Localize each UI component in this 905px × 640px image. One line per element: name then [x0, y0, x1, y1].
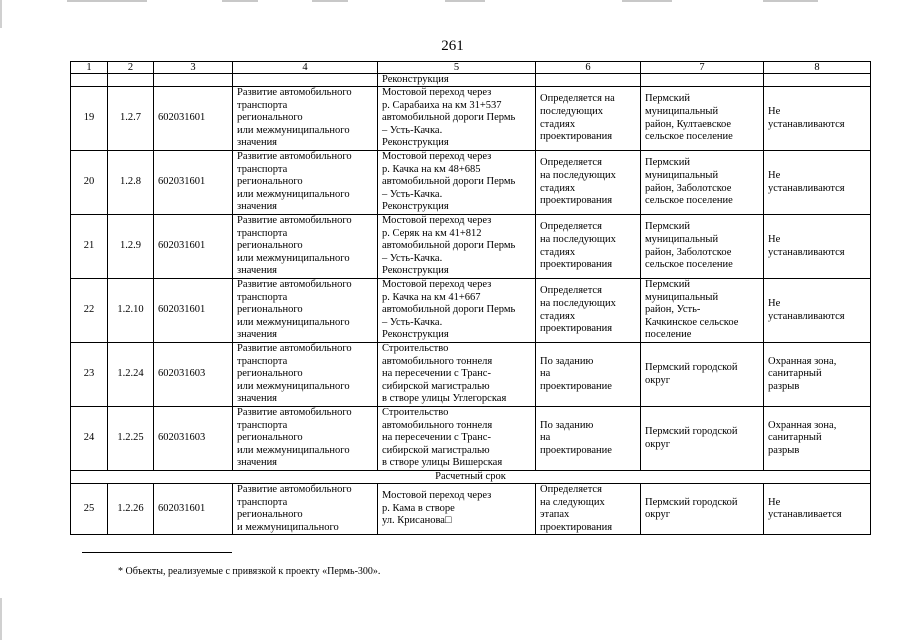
row-number: 25 — [71, 484, 108, 535]
row-purpose: Развитие автомобильного транспорта регионального или межмуниципального значения — [233, 407, 378, 471]
row-stage: Определяется на последующих стадиях проектирования — [536, 151, 641, 215]
col-header: 3 — [154, 62, 233, 74]
footnote-rule — [82, 552, 232, 553]
row-id: 602031601 — [154, 484, 233, 535]
col-header: 2 — [108, 62, 154, 74]
row-code: 1.2.10 — [108, 279, 154, 343]
col-header: 5 — [378, 62, 536, 74]
row-zone: Не устанавливается — [764, 484, 871, 535]
row-number: 23 — [71, 343, 108, 407]
row-purpose: Развитие автомобильного транспорта регионального или межмуниципального значения — [233, 279, 378, 343]
row-location: Пермский муниципальный район, Заболотское сельское поселение — [641, 151, 764, 215]
top-edge-mark — [67, 0, 147, 2]
row-stage: По заданию на проектирование — [536, 407, 641, 471]
table-row — [71, 215, 871, 279]
top-edge-mark — [622, 0, 672, 2]
row-object: Строительство автомобильного тоннеля на пересечении с Транс- сибирской магистралью в створе улицы Углегорская — [378, 343, 536, 407]
row-location: Пермский городской округ — [641, 484, 764, 535]
table-row — [71, 343, 871, 407]
page-number: 261 — [441, 38, 464, 54]
row-stage: Определяется на последующих стадиях проектирования — [536, 215, 641, 279]
row-purpose: Развитие автомобильного транспорта регионального или межмуниципального значения — [233, 215, 378, 279]
row-code: 1.2.25 — [108, 407, 154, 471]
row-zone: Не устанавливаются — [764, 279, 871, 343]
row-location: Пермский городской округ — [641, 343, 764, 407]
row-id: 602031601 — [154, 87, 233, 151]
section-continued: Реконструкция — [378, 74, 536, 87]
col-header: 4 — [233, 62, 378, 74]
row-location: Пермский муниципальный район, Усть- Качкинское сельское поселение — [641, 279, 764, 343]
top-edge-mark — [763, 0, 818, 2]
row-id: 602031603 — [154, 407, 233, 471]
col-header: 1 — [71, 62, 108, 74]
row-id: 602031601 — [154, 215, 233, 279]
header-row — [71, 62, 871, 74]
row-stage: Определяется на следующих этапах проектирования — [536, 484, 641, 535]
row-id: 602031603 — [154, 343, 233, 407]
table-row — [71, 151, 871, 215]
row-zone: Охранная зона, санитарный разрыв — [764, 407, 871, 471]
row-location: Пермский муниципальный район, Заболотское сельское поселение — [641, 215, 764, 279]
col-header: 6 — [536, 62, 641, 74]
row-stage: Определяется на последующих стадиях проектирования — [536, 87, 641, 151]
row-object: Мостовой переход через р. Серяк на км 41+812 автомобильной дороги Пермь – Усть-Качка. Реконструкция — [378, 215, 536, 279]
row-purpose: Развитие автомобильного транспорта регионального или межмуниципального значения — [233, 343, 378, 407]
footnote: * Объекты, реализуемые с привязкой к проекту «Пермь-300». — [118, 566, 381, 577]
objects-table — [70, 61, 871, 535]
row-zone: Не устанавливаются — [764, 151, 871, 215]
row-purpose: Развитие автомобильного транспорта регионального или межмуниципального значения — [233, 87, 378, 151]
row-code: 1.2.7 — [108, 87, 154, 151]
row-purpose: Развитие автомобильного транспорта регионального и межмуниципального — [233, 484, 378, 535]
continued-row — [71, 74, 871, 87]
row-number: 21 — [71, 215, 108, 279]
row-location: Пермский муниципальный район, Култаевское сельское поселение — [641, 87, 764, 151]
table-row — [71, 279, 871, 343]
row-purpose: Развитие автомобильного транспорта регионального или межмуниципального значения — [233, 151, 378, 215]
row-code: 1.2.8 — [108, 151, 154, 215]
top-edge-mark — [312, 0, 348, 2]
table-row — [71, 484, 871, 535]
section-row — [71, 471, 871, 484]
row-object: Строительство автомобильного тоннеля на пересечении с Транс- сибирской магистралью в створе улицы Вишерская — [378, 407, 536, 471]
row-stage: Определяется на последующих стадиях проектирования — [536, 279, 641, 343]
top-edge-mark — [222, 0, 258, 2]
row-code: 1.2.26 — [108, 484, 154, 535]
row-code: 1.2.24 — [108, 343, 154, 407]
row-id: 602031601 — [154, 279, 233, 343]
table-row — [71, 87, 871, 151]
row-number: 20 — [71, 151, 108, 215]
top-edge-mark — [445, 0, 485, 2]
row-object: Мостовой переход через р. Кама в створе ул. Крисанова□ — [378, 484, 536, 535]
row-stage: По заданию на проектирование — [536, 343, 641, 407]
row-number: 24 — [71, 407, 108, 471]
left-edge-mark — [0, 0, 2, 28]
row-object: Мостовой переход через р. Качка на км 48+685 автомобильной дороги Пермь – Усть-Качка. Реконструкция — [378, 151, 536, 215]
section-calc: Расчетный срок — [71, 471, 871, 484]
col-header: 7 — [641, 62, 764, 74]
row-number: 22 — [71, 279, 108, 343]
row-zone: Не устанавливаются — [764, 215, 871, 279]
row-code: 1.2.9 — [108, 215, 154, 279]
row-zone: Не устанавливаются — [764, 87, 871, 151]
col-header: 8 — [764, 62, 871, 74]
row-zone: Охранная зона, санитарный разрыв — [764, 343, 871, 407]
row-object: Мостовой переход через р. Сарабаиха на км 31+537 автомобильной дороги Пермь – Усть-Качка. Реконструкция — [378, 87, 536, 151]
row-location: Пермский городской округ — [641, 407, 764, 471]
row-number: 19 — [71, 87, 108, 151]
left-edge-mark — [0, 598, 2, 640]
row-id: 602031601 — [154, 151, 233, 215]
row-object: Мостовой переход через р. Качка на км 41+667 автомобильной дороги Пермь – Усть-Качка. Реконструкция — [378, 279, 536, 343]
table-row — [71, 407, 871, 471]
